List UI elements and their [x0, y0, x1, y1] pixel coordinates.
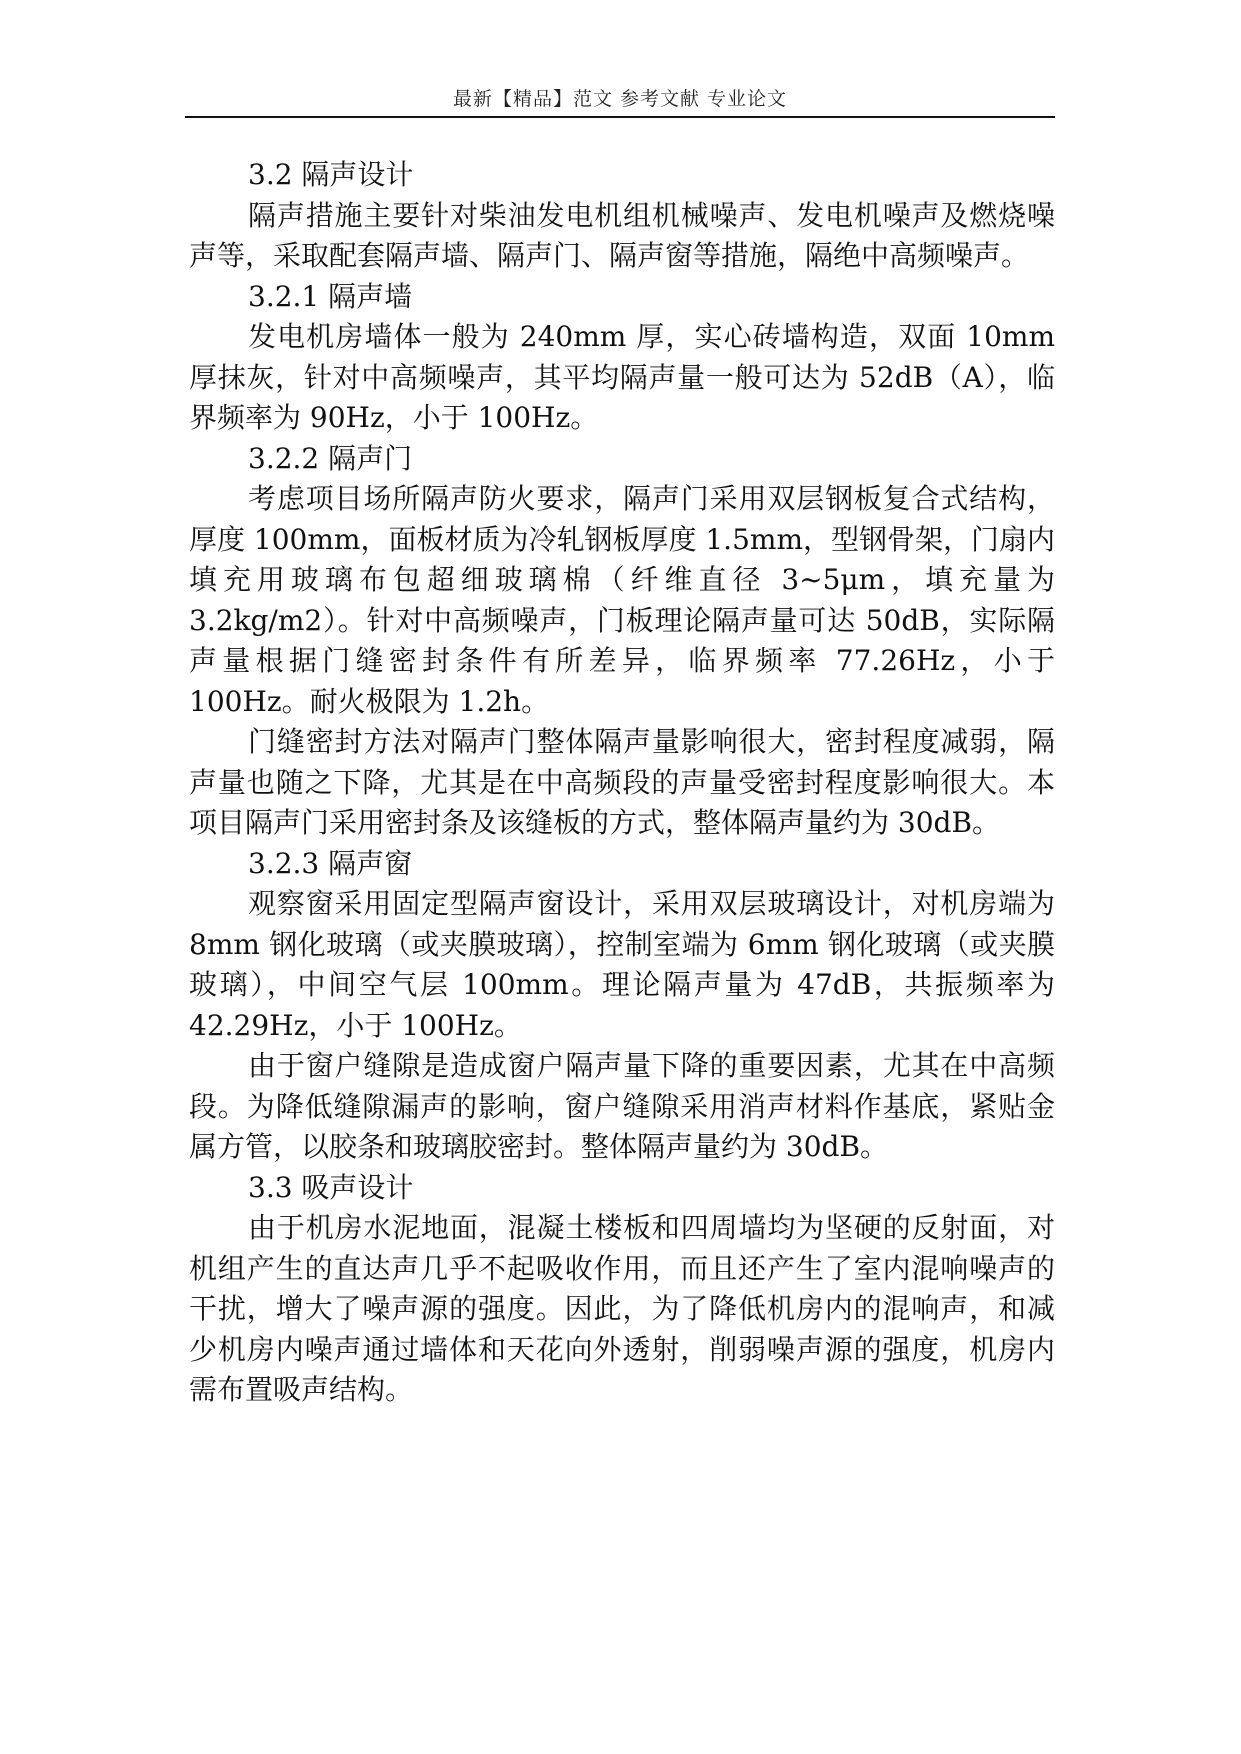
paragraph: 隔声措施主要针对柴油发电机组机械噪声、发电机噪声及燃烧噪声等，采取配套隔声墙、隔声门、隔声窗等措施，隔绝中高频噪声。 — [189, 198, 1055, 272]
section-heading-3-2-3: 3.2.3 隔声窗 — [248, 846, 413, 880]
paragraph: 发电机房墙体一般为 240mm 厚，实心砖墙构造，双面 10mm 厚抹灰，针对中高频噪声，其平均隔声量一般可达为 52dB（A），临界频率为 90Hz，小于 100Hz。 — [189, 320, 1055, 434]
paragraph: 由于机房水泥地面，混凝土楼板和四周墙均为坚硬的反射面，对机组产生的直达声几乎不起吸收作用，而且还产生了室内混响噪声的干扰，增大了噪声源的强度。因此，为了降低机房内的混响声，和减少机房内噪声通过墙体和天花向外透射，削弱噪声源的强度，机房内需布置吸声结构。 — [189, 1211, 1055, 1406]
section-heading-3-2-1: 3.2.1 隔声墙 — [248, 279, 413, 313]
paragraph: 观察窗采用固定型隔声窗设计，采用双层玻璃设计，对机房端为 8mm 钢化玻璃（或夹膜玻璃），控制室端为 6mm 钢化玻璃（或夹膜玻璃），中间空气层 100mm。理论隔声量为 47dB，共振频率为 42.29Hz，小于 100Hz。 — [189, 887, 1055, 1042]
section-heading-3-3: 3.3 吸声设计 — [248, 1170, 414, 1204]
paragraph: 由于窗户缝隙是造成窗户隔声量下降的重要因素，尤其在中高频段。为降低缝隙漏声的影响，窗户缝隙采用消声材料作基底，紧贴金属方管，以胶条和玻璃胶密封。整体隔声量约为 30dB。 — [189, 1049, 1055, 1163]
page-header: 最新【精品】范文 参考文献 专业论文 — [452, 88, 788, 110]
section-heading-3-2-2: 3.2.2 隔声门 — [248, 441, 413, 475]
paragraph: 门缝密封方法对隔声门整体隔声量影响很大，密封程度减弱，隔声量也随之下降，尤其是在中高频段的声量受密封程度影响很大。本项目隔声门采用密封条及该缝板的方式，整体隔声量约为 30dB。 — [189, 725, 1055, 839]
header-divider — [185, 116, 1055, 118]
paragraph: 考虑项目场所隔声防火要求，隔声门采用双层钢板复合式结构，厚度 100mm，面板材质为冷轧钢板厚度 1.5mm，型钢骨架，门扇内填充用玻璃布包超细玻璃棉（纤维直径 3~5μm，填充量为 3.2kg/m2）。针对中高频噪声，门板理论隔声量可达 50dB，实际隔声量根据门缝密封条件有所差异，临界频率 77.26Hz，小于 100Hz。耐火极限为 1.2h。 — [189, 482, 1055, 718]
document-body — [189, 155, 1055, 1411]
section-heading-3-2: 3.2 隔声设计 — [248, 158, 414, 191]
